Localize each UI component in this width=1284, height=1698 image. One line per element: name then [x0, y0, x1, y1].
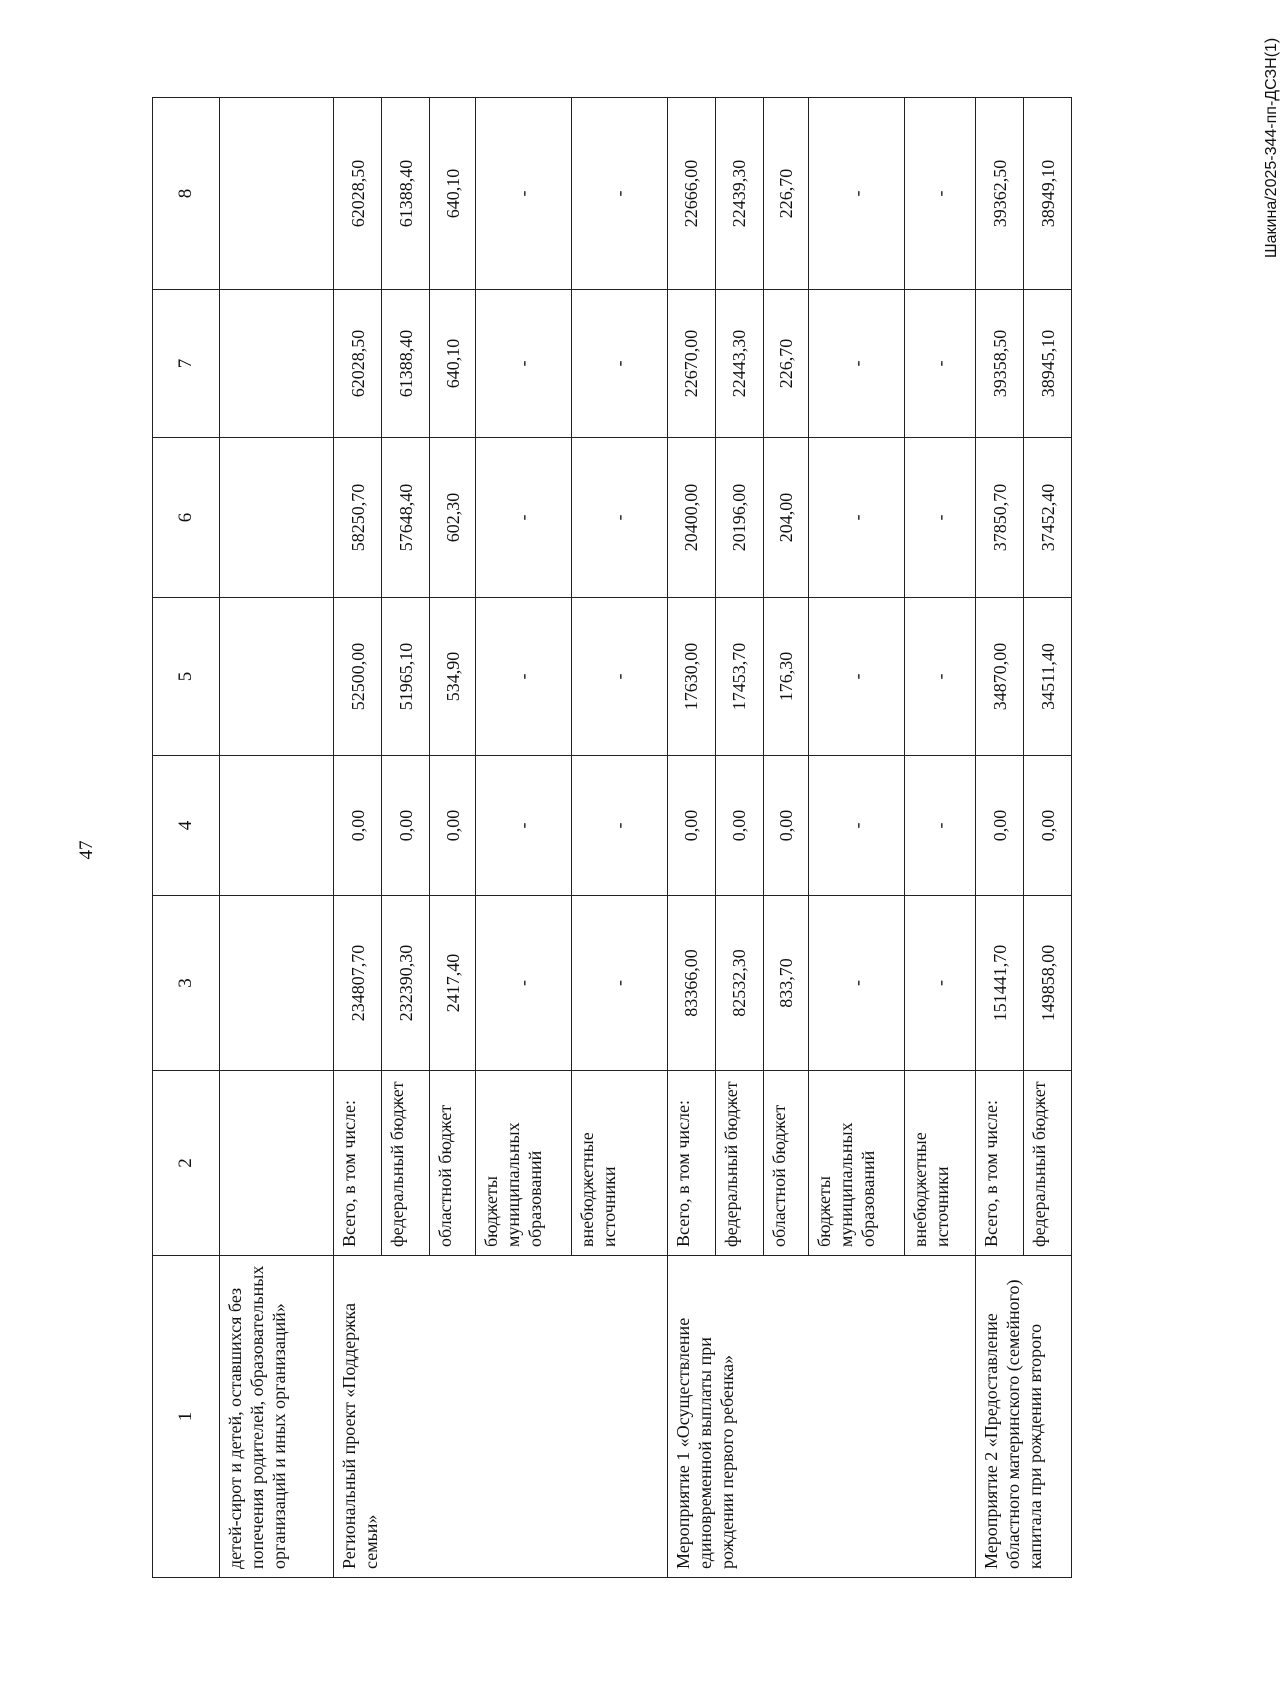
header-cell: 4: [153, 756, 220, 896]
value-cell: 0,00: [715, 756, 763, 896]
value-cell: 37452,40: [1024, 438, 1072, 598]
value-cell: 17453,70: [715, 598, 763, 756]
value-cell: -: [809, 598, 905, 756]
value-cell: 52500,00: [334, 598, 382, 756]
value-cell: 20196,00: [715, 438, 763, 598]
value-cell: 0,00: [382, 756, 430, 896]
table-row: [667, 98, 715, 1578]
value-cell: 38945,10: [1024, 290, 1072, 438]
value-cell: 640,10: [430, 290, 476, 438]
value-cell: 833,70: [763, 896, 809, 1071]
value-cell: 62028,50: [334, 98, 382, 290]
header-cell: 7: [153, 290, 220, 438]
value-cell: 20400,00: [667, 438, 715, 598]
value-cell: -: [809, 756, 905, 896]
funding-source: Всего, в том числе:: [976, 1071, 1024, 1256]
page-number: 47: [76, 840, 97, 860]
value-cell: 22439,30: [715, 98, 763, 290]
header-cell: 8: [153, 98, 220, 290]
header-cell: 5: [153, 598, 220, 756]
value-cell: 83366,00: [667, 896, 715, 1071]
value-cell: [219, 896, 334, 1071]
value-cell: -: [475, 438, 571, 598]
value-cell: 640,10: [430, 98, 476, 290]
table-row: [976, 98, 1024, 1578]
value-cell: 39358,50: [976, 290, 1024, 438]
value-cell: 226,70: [763, 98, 809, 290]
value-cell: 58250,70: [334, 438, 382, 598]
value-cell: -: [905, 438, 976, 598]
funding-source: Всего, в том числе:: [667, 1071, 715, 1256]
funding-source: федеральный бюджет: [715, 1071, 763, 1256]
funding-source: Всего, в том числе:: [334, 1071, 382, 1256]
value-cell: -: [905, 756, 976, 896]
header-cell: 2: [153, 1071, 220, 1256]
value-cell: 232390,30: [382, 896, 430, 1071]
value-cell: 57648,40: [382, 438, 430, 598]
value-cell: -: [475, 756, 571, 896]
budget-table: [152, 97, 1072, 1578]
value-cell: 0,00: [763, 756, 809, 896]
value-cell: [219, 290, 334, 438]
value-cell: -: [809, 290, 905, 438]
item-label: Мероприятие 2 «Предоставление областного материнского (семейного) капитала при рождении второго: [976, 1256, 1072, 1578]
funding-source: федеральный бюджет: [382, 1071, 430, 1256]
value-cell: 51965,10: [382, 598, 430, 756]
header-cell: 1: [153, 1256, 220, 1578]
value-cell: 151441,70: [976, 896, 1024, 1071]
value-cell: -: [571, 438, 667, 598]
funding-source: областной бюджет: [430, 1071, 476, 1256]
header-cell: 3: [153, 896, 220, 1071]
value-cell: 0,00: [430, 756, 476, 896]
funding-source: внебюджетные источники: [571, 1071, 667, 1256]
funding-source: федеральный бюджет: [1024, 1071, 1072, 1256]
header-row: [153, 98, 220, 1578]
item-label: Региональный проект «Поддержка семьи»: [334, 1256, 667, 1578]
value-cell: -: [571, 290, 667, 438]
value-cell: -: [905, 896, 976, 1071]
value-cell: [219, 438, 334, 598]
value-cell: 0,00: [976, 756, 1024, 896]
value-cell: 234807,70: [334, 896, 382, 1071]
value-cell: 61388,40: [382, 98, 430, 290]
table-row: [219, 98, 334, 1578]
value-cell: 0,00: [667, 756, 715, 896]
value-cell: 17630,00: [667, 598, 715, 756]
value-cell: -: [809, 98, 905, 290]
value-cell: -: [905, 290, 976, 438]
value-cell: 176,30: [763, 598, 809, 756]
value-cell: -: [905, 598, 976, 756]
value-cell: 0,00: [334, 756, 382, 896]
value-cell: 37850,70: [976, 438, 1024, 598]
value-cell: 39362,50: [976, 98, 1024, 290]
value-cell: -: [475, 896, 571, 1071]
value-cell: 62028,50: [334, 290, 382, 438]
value-cell: -: [571, 598, 667, 756]
funding-source: бюджеты муниципальных образований: [475, 1071, 571, 1256]
value-cell: [219, 756, 334, 896]
value-cell: [219, 98, 334, 290]
funding-source: внебюджетные источники: [905, 1071, 976, 1256]
value-cell: 34511,40: [1024, 598, 1072, 756]
value-cell: 22670,00: [667, 290, 715, 438]
value-cell: 61388,40: [382, 290, 430, 438]
header-cell: 6: [153, 438, 220, 598]
value-cell: 22443,30: [715, 290, 763, 438]
funding-source: [219, 1071, 334, 1256]
value-cell: 534,90: [430, 598, 476, 756]
value-cell: -: [571, 896, 667, 1071]
value-cell: -: [571, 98, 667, 290]
rotated-table-wrapper: [152, 98, 1072, 1578]
document-id: Шакина/2025-344-пп-ДСЗН(1): [1263, 37, 1280, 258]
value-cell: 149858,00: [1024, 896, 1072, 1071]
value-cell: 34870,00: [976, 598, 1024, 756]
item-label: детей-сирот и детей, оставшихся без попечения родителей, образовательных организаций и иных организаций»: [219, 1256, 334, 1578]
table-row: [334, 98, 382, 1578]
funding-source: бюджеты муниципальных образований: [809, 1071, 905, 1256]
value-cell: 82532,30: [715, 896, 763, 1071]
value-cell: -: [475, 98, 571, 290]
funding-source: областной бюджет: [763, 1071, 809, 1256]
value-cell: -: [905, 98, 976, 290]
value-cell: 0,00: [1024, 756, 1072, 896]
value-cell: [219, 598, 334, 756]
value-cell: 2417,40: [430, 896, 476, 1071]
value-cell: -: [809, 438, 905, 598]
value-cell: 602,30: [430, 438, 476, 598]
value-cell: 38949,10: [1024, 98, 1072, 290]
value-cell: 226,70: [763, 290, 809, 438]
item-label: Мероприятие 1 «Осуществление единовременной выплаты при рождении первого ребенка»: [667, 1256, 975, 1578]
value-cell: -: [475, 598, 571, 756]
value-cell: 22666,00: [667, 98, 715, 290]
value-cell: 204,00: [763, 438, 809, 598]
value-cell: -: [475, 290, 571, 438]
value-cell: -: [809, 896, 905, 1071]
value-cell: -: [571, 756, 667, 896]
